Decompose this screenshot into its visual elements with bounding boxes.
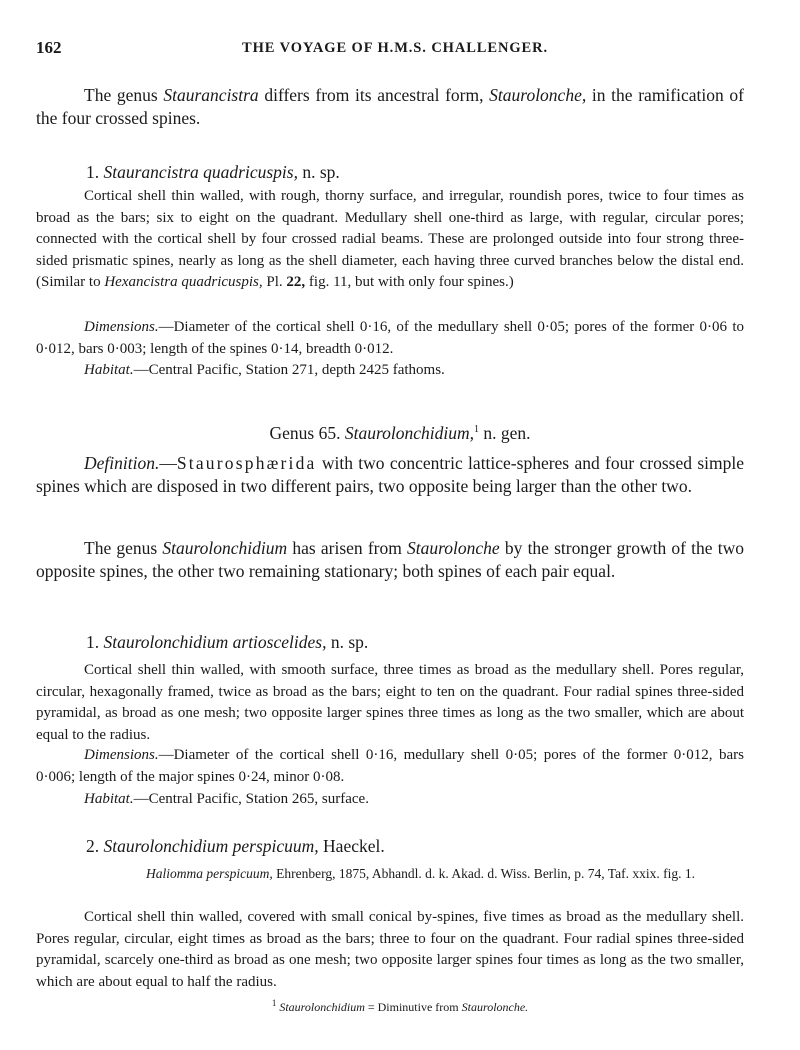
species-description: Cortical shell thin walled, with smooth surface, three times as broad as the medullary shell. Pores regular, circular, hexagonally framed, twice as broad as the bars; eight to ten on the quadrant. Four radial spines three-sided pyramidal, as broad as one mesh; two opposite larger spines three times as long as the two smaller, which are about equal to the radius. — [36, 662, 744, 743]
running-title: THE VOYAGE OF H.M.S. CHALLENGER. — [242, 40, 548, 56]
species-habitat: Habitat.—Central Pacific, Station 265, surface. — [84, 791, 369, 807]
species-dimensions: Dimensions.—Diameter of the cortical shell 0·16, medullary shell 0·05; pores of the former 0·012, bars 0·006; length of the major spines 0·24, minor 0·08. — [36, 747, 744, 785]
running-header — [0, 38, 800, 62]
genus-definition: Definition.—Staurosphærida with two concentric lattice-spheres and four crossed simple spines which are disposed in two different pairs, two opposite being larger than the other two. — [36, 453, 744, 496]
species-habitat: Habitat.—Central Pacific, Station 271, depth 2425 fathoms. — [84, 362, 445, 378]
genus-name: Staurancistra — [163, 85, 259, 105]
genus-paragraph: The genus Staurolonchidium has arisen from Staurolonche by the stronger growth of the two opposite spines, the other two remaining stationary; both spines of each pair equal. — [36, 538, 744, 581]
intro-paragraph: The genus Staurancistra differs from its ancestral form, Staurolonche, in the ramification of the four crossed spines. — [36, 85, 744, 128]
species-description: Cortical shell thin walled, with rough, thorny surface, and irregular, roundish pores, twice to four times as broad as the bars; six to eight on the quadrant. Medullary shell one-third as large, with regular, circular pores; connected with the cortical shell by four crossed radial beams. These are prolonged outside into four strong three-sided prismatic spines, nearly as long as the shell diameter, each having three curved branches below the distal end. (Similar to Hexancistra quadricuspis, Pl. 22, fig. 11, but with only four spines.) — [36, 188, 744, 290]
species-description: Cortical shell thin walled, covered with small conical by-spines, five times as broad as the medullary shell. Pores regular, circular, eight times as broad as the bars; three to four on the quadrant. Four radial spines three-sided pyramidal, scarcely one-third as broad as one mesh; two opposite larger spines four times as long as the two smaller, which are about equal to half the radius. — [36, 909, 744, 990]
species-dimensions: Dimensions.—Diameter of the cortical shell 0·16, of the medullary shell 0·05; pores of the former 0·06 to 0·012, bars 0·003; length of the spines 0·14, breadth 0·012. — [36, 319, 744, 357]
species-heading: 1. Staurancistra quadricuspis, n. sp. — [86, 162, 340, 182]
species-heading: 2. Staurolonchidium perspicuum, Haeckel. — [86, 836, 385, 856]
species-heading: 1. Staurolonchidium artioscelides, n. sp. — [86, 632, 369, 652]
page-number: 162 — [36, 38, 62, 57]
genus-heading: Genus 65. Staurolonchidium,$^1$ n. gen. — [269, 422, 531, 443]
ancestor-name: Staurolonche, — [489, 85, 587, 105]
synonymy: Haliomma perspicuum, Ehrenberg, 1875, Abhandl. d. k. Akad. d. Wiss. Berlin, p. 74, Taf. xxix. fig. 1. — [146, 866, 695, 881]
footnote: $^1$ Staurolonchidium = Diminutive from Staurolonche. — [271, 998, 529, 1014]
